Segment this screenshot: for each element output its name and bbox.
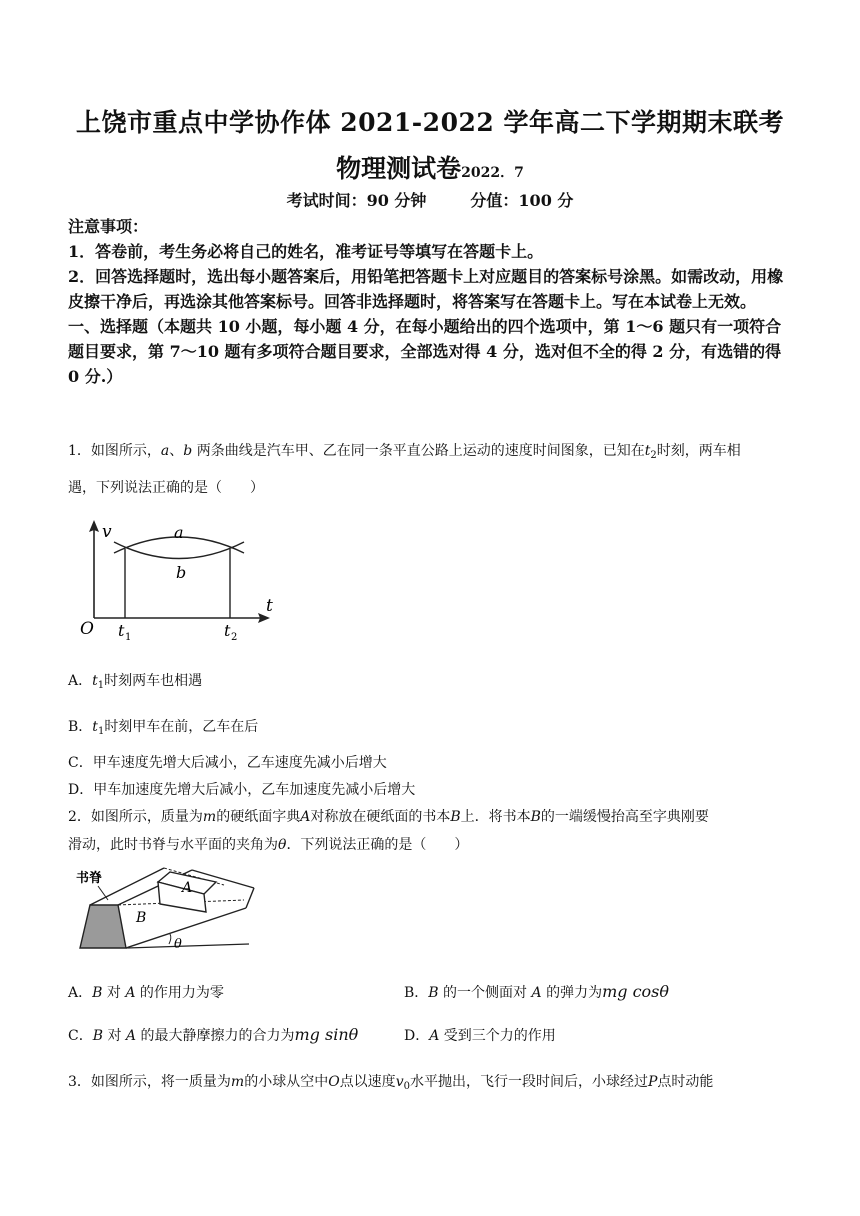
exam-title: 上饶市重点中学协作体 2021-2022 学年高二下学期期末联考 <box>76 108 784 137</box>
q1-graph-tick1-sub: 1 <box>125 632 132 643</box>
q2-figure-label-b: B <box>136 910 147 926</box>
notice-item-1: 1．答卷前，考生务必将自己的姓名，准考证号等填写在答题卡上。 <box>68 242 544 261</box>
q1-stem-line1: 1．如图所示，a、b 两条曲线是汽车甲、乙在同一条平直公路上运动的速度时间图象，已知在$t_2$时刻，两车相 <box>68 443 741 461</box>
q2-figure-spine-label: 书脊 <box>76 871 103 886</box>
q2-stem-line2: 滑动，此时书脊与水平面的夹角为θ．下列说法正确的是（ ） <box>68 837 469 853</box>
q3-stem-line1: 3．如图所示，将一质量为m的小球从空中O点以速度$v_0$水平抛出，飞行一段时间后，小球经过P点时动能 <box>68 1074 714 1092</box>
q2-figure-label-theta: θ <box>174 937 182 952</box>
q2-option-c: C．B 对 A 的最大静摩擦力的合力为mg sinθ <box>68 1025 359 1044</box>
q2-option-d: D．A 受到三个力的作用 <box>404 1028 556 1044</box>
q1-option-d: D．甲车加速度先增大后减小，乙车加速度先减小后增大 <box>68 782 416 798</box>
q2-stem-line1: 2．如图所示，质量为m的硬纸面字典A对称放在硬纸面的书本B上．将书本B的一端缓慢抬高至字典刚要 <box>68 809 709 825</box>
q1-graph-tick2-sub: 2 <box>231 632 238 643</box>
section-heading: 一、选择题（本题共 10 小题，每小题 4 分，在每小题给出的四个选项中，第 1～6 题只有一项符合题目要求，第 7～10 题有多项符合题目要求，全部选对得 4 分，选对但不全的得 2 分，有选错的得 0 分.） <box>68 317 782 386</box>
q1-graph-tick2: t <box>224 621 231 640</box>
q1-vt-graph <box>74 515 284 645</box>
q2-figure-label-a: A <box>182 880 193 896</box>
exam-time: 考试时间：90 分钟 <box>286 191 427 210</box>
notice-block <box>68 214 796 389</box>
q1-stem-line2: 遇，下列说法正确的是（ ） <box>68 480 264 496</box>
q2-option-a: A．B 对 A 的作用力为零 <box>68 985 224 1001</box>
exam-subtitle <box>0 149 860 185</box>
exam-date: 2022．7 <box>461 165 524 181</box>
q1-t2: t <box>644 443 651 459</box>
q1-graph-tick1: t <box>118 621 125 640</box>
q2-book-figure <box>74 860 264 960</box>
exam-score: 分值：100 分 <box>470 191 574 210</box>
q1-graph-ylabel: v <box>102 522 112 542</box>
q1-graph-curve-b: b <box>176 563 187 582</box>
q1-option-b: B．$t_1$时刻甲车在前，乙车在后 <box>68 719 259 737</box>
q1-graph-xlabel: t <box>266 596 273 616</box>
q1-var-a: a <box>160 443 170 459</box>
q2-option-b: B．B 的一个侧面对 A 的弹力为mg cosθ <box>404 982 670 1001</box>
notice-heading: 注意事项： <box>68 217 149 236</box>
q1-graph-origin: O <box>80 619 94 639</box>
q1-option-a: A．$t_1$时刻两车也相遇 <box>68 673 203 691</box>
q1-var-b: b <box>183 443 193 459</box>
q1-graph-curve-a: a <box>174 523 184 542</box>
exam-info <box>0 188 860 211</box>
notice-item-2: 2．回答选择题时，选出每小题答案后，用铅笔把答题卡上对应题目的答案标号涂黑。如需改动，用橡皮擦干净后，再选涂其他答案标号。回答非选择题时，将答案写在答题卡上。写在本试卷上无效。 <box>68 267 784 311</box>
q1-option-c: C．甲车速度先增大后减小，乙车速度先减小后增大 <box>68 755 387 771</box>
subject-name: 物理测试卷 <box>336 154 462 183</box>
